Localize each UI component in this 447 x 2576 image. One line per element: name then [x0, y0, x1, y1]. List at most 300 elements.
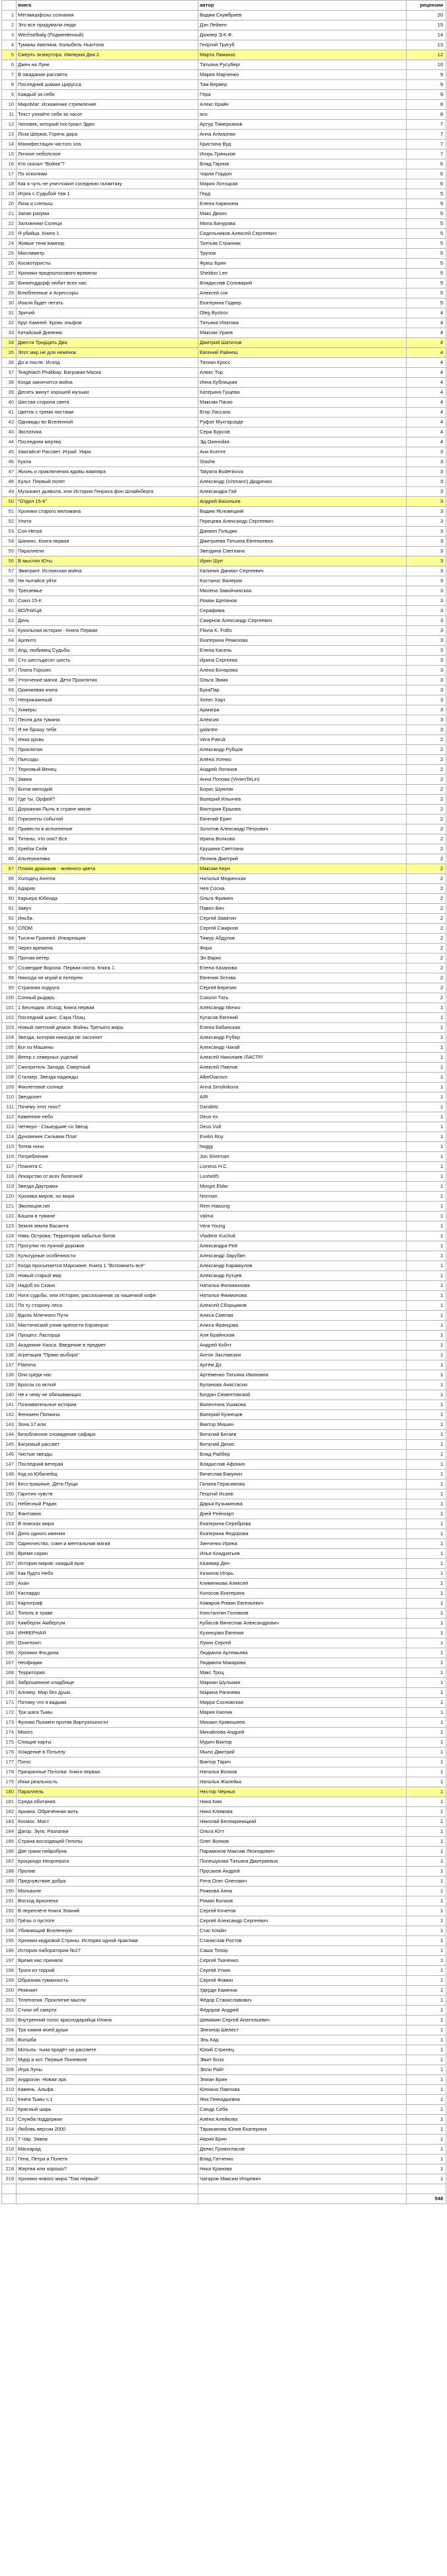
- row-author: Tatyana Budenkova: [198, 467, 407, 477]
- row-index: 27: [2, 269, 17, 279]
- table-row: [2, 1122, 446, 1132]
- table-row: [2, 1043, 446, 1053]
- row-index: 45: [2, 447, 17, 457]
- row-index: 38: [2, 378, 17, 388]
- table-row: [2, 904, 446, 914]
- row-author: Рита Олег Олегович: [198, 1877, 407, 1887]
- row-book-title: Лоза Шерма. Горечь дара: [17, 130, 198, 140]
- table-row: [2, 1926, 446, 1936]
- table-row: [2, 1509, 446, 1519]
- row-book-title: Смерть экзекутора. Империя Дня 2: [17, 50, 198, 60]
- row-book-title: Запах разума: [17, 209, 198, 219]
- row-index: 103: [2, 1023, 17, 1033]
- row-index: 168: [2, 1668, 17, 1678]
- row-index: 15: [2, 150, 17, 159]
- row-book-title: Трехземье: [17, 586, 198, 596]
- row-index: 203: [2, 2016, 17, 2025]
- row-reviews: 1: [407, 2174, 446, 2184]
- row-reviews: 1: [407, 1777, 446, 1787]
- row-reviews: 3: [407, 566, 446, 576]
- row-author: Сергей Смирнов: [198, 924, 407, 934]
- row-index: 207: [2, 2055, 17, 2065]
- row-book-title: Аллиер. Мир без души: [17, 1688, 198, 1698]
- table-row: [2, 2045, 446, 2055]
- row-book-title: Хроники кедровой Страны. История одной практики: [17, 1936, 198, 1946]
- row-author: Удерди Каменок: [198, 1986, 407, 1996]
- row-book-title: Тотем ночи: [17, 1142, 198, 1152]
- row-book-title: Туманы Авелина. Колыбель Ньютона: [17, 40, 198, 50]
- row-index: 165: [2, 1638, 17, 1648]
- row-reviews: 1: [407, 1182, 446, 1192]
- table-row: [2, 1450, 446, 1460]
- row-book-title: Кроцюндо Неоргерога: [17, 1857, 198, 1867]
- table-row: [2, 1678, 446, 1688]
- row-index: 177: [2, 1757, 17, 1767]
- row-book-title: Стихи об смерти: [17, 2006, 198, 2016]
- row-author: Хелег Харт: [198, 695, 407, 705]
- row-author: Ани Ксенте: [198, 447, 407, 457]
- row-index: 87: [2, 864, 17, 874]
- row-reviews: 1: [407, 1202, 446, 1212]
- row-reviews: 1: [407, 1499, 446, 1509]
- row-reviews: 1: [407, 1271, 446, 1281]
- row-book-title: Фантомия: [17, 1509, 198, 1519]
- row-index: 97: [2, 963, 17, 973]
- row-author: Ирина Сергеева: [198, 656, 407, 666]
- row-reviews: 1: [407, 1738, 446, 1748]
- row-reviews: 1: [407, 1311, 446, 1321]
- row-index: 206: [2, 2045, 17, 2055]
- table-row: [2, 378, 446, 388]
- table-row: [2, 1390, 446, 1400]
- row-index: 122: [2, 1212, 17, 1221]
- row-reviews: 3: [407, 606, 446, 616]
- row-index: 157: [2, 1559, 17, 1569]
- row-reviews: 1: [407, 1648, 446, 1658]
- row-reviews: 1: [407, 1976, 446, 1986]
- row-index: 2: [2, 21, 17, 30]
- row-index: 209: [2, 2075, 17, 2085]
- row-book-title: Сон Негра: [17, 527, 198, 537]
- row-reviews: 2: [407, 854, 446, 864]
- table-row: [2, 1996, 446, 2006]
- row-book-title: Однажды во Вселенной: [17, 418, 198, 427]
- row-reviews: 1: [407, 1380, 446, 1390]
- row-author: Ника Климова: [198, 1807, 407, 1817]
- row-book-title: Багровый рассвет: [17, 1440, 198, 1450]
- row-reviews: 2: [407, 815, 446, 824]
- row-book-title: Любовь версии 2000: [17, 2125, 198, 2135]
- row-book-title: Последний шаман Цирусса: [17, 80, 198, 90]
- row-book-title: Downtown: [17, 1638, 198, 1648]
- row-index: 139: [2, 1380, 17, 1390]
- row-book-title: Неофидии: [17, 1658, 198, 1668]
- row-index: 175: [2, 1738, 17, 1748]
- row-author: Oleg Bystrov: [198, 308, 407, 318]
- table-row: [2, 209, 446, 219]
- row-index: 4: [2, 40, 17, 50]
- row-book-title: Фиолетовое солнце: [17, 1083, 198, 1092]
- row-book-title: Вдоль Млечного Пути: [17, 1311, 198, 1321]
- table-row: [2, 80, 446, 90]
- row-index: 12: [2, 120, 17, 130]
- table-row: [2, 1966, 446, 1976]
- row-author: Александра Гай: [198, 487, 407, 497]
- table-row: [2, 507, 446, 517]
- table-row: [2, 755, 446, 765]
- row-book-title: Я не брошу тебя: [17, 725, 198, 735]
- row-index: 102: [2, 1013, 17, 1023]
- row-book-title: Улита: [17, 517, 198, 527]
- row-reviews: 3: [407, 517, 446, 527]
- row-reviews: 1: [407, 1053, 446, 1063]
- table-row: [2, 1757, 446, 1767]
- row-author: Эд Окинойкя: [198, 437, 407, 447]
- row-reviews: 3: [407, 507, 446, 517]
- row-reviews: 1: [407, 1519, 446, 1529]
- row-book-title: Агрегация "Право выбора": [17, 1351, 198, 1360]
- row-author: Евгений Райнеш: [198, 348, 407, 358]
- row-index: 74: [2, 735, 17, 745]
- table-row: [2, 457, 446, 467]
- row-index: 183: [2, 1817, 17, 1827]
- row-book-title: Академия Хаоса. Введение в предмет: [17, 1341, 198, 1351]
- row-author: Ольга Эмма: [198, 676, 407, 686]
- table-row: [2, 1023, 446, 1033]
- row-index: 118: [2, 1172, 17, 1182]
- row-author: Кубасов Вячеслав Александрович: [198, 1619, 407, 1628]
- row-book-title: Бог из Машины: [17, 1043, 198, 1053]
- row-reviews: 8: [407, 100, 446, 110]
- row-book-title: Химеры: [17, 705, 198, 715]
- row-index: 154: [2, 1529, 17, 1539]
- row-author: БукаПар: [198, 686, 407, 695]
- table-row: [2, 705, 446, 715]
- row-book-title: Зона 17 или: [17, 1420, 198, 1430]
- table-row: [2, 666, 446, 676]
- row-book-title: Жизнь и приключения вдовы вампира: [17, 467, 198, 477]
- table-row: [2, 1896, 446, 1906]
- row-author: Сандр Себа: [198, 2105, 407, 2115]
- row-reviews: 1: [407, 1599, 446, 1609]
- row-reviews: 4: [407, 368, 446, 378]
- row-reviews: 1: [407, 1410, 446, 1420]
- row-book-title: Дорожная Пыль в стране магов: [17, 805, 198, 815]
- row-reviews: 1: [407, 1748, 446, 1757]
- row-author: Золотов Александр Петрович: [198, 824, 407, 834]
- row-author: Леонов Дмитрий: [198, 854, 407, 864]
- row-index: 185: [2, 1837, 17, 1847]
- row-author: anc: [198, 110, 407, 120]
- row-index: 5: [2, 50, 17, 60]
- table-row: [2, 1619, 446, 1628]
- row-reviews: 2: [407, 894, 446, 904]
- table-row: [2, 566, 446, 576]
- row-reviews: 5: [407, 279, 446, 289]
- row-book-title: Горизонты событий: [17, 815, 198, 824]
- table-row: [2, 805, 446, 815]
- row-author: Сергей Уткин: [198, 1966, 407, 1976]
- table-row: [2, 150, 446, 159]
- row-index: 119: [2, 1182, 17, 1192]
- row-reviews: 2: [407, 834, 446, 844]
- row-reviews: 1: [407, 1728, 446, 1738]
- row-author: Фира: [198, 944, 407, 954]
- row-author: Виктория Ершова: [198, 805, 407, 815]
- table-row: [2, 1916, 446, 1926]
- row-index: 173: [2, 1718, 17, 1728]
- row-book-title: Прогулки по лунной дорожке: [17, 1241, 198, 1251]
- row-book-title: Смотритель Западa. Смертный: [17, 1063, 198, 1073]
- row-author: Дэн Лейнен: [198, 21, 407, 30]
- row-author: Парамонов Максим Леонидович: [198, 1847, 407, 1857]
- row-book-title: Пролив: [17, 1867, 198, 1877]
- row-index: 37: [2, 368, 17, 378]
- row-reviews: 7: [407, 120, 446, 130]
- row-reviews: 7: [407, 150, 446, 159]
- row-book-title: Мотыль: тьма придёт на рассвете: [17, 2045, 198, 2055]
- row-book-title: Иная кровь: [17, 735, 198, 745]
- row-book-title: Человек, который построил Эден: [17, 120, 198, 130]
- table-row: [2, 785, 446, 795]
- table-row: [2, 1033, 446, 1043]
- table-row: [2, 159, 446, 169]
- row-author: AIR: [198, 1092, 407, 1102]
- row-reviews: 1: [407, 2035, 446, 2045]
- row-book-title: Новый светский демон. Войны Третьего мира: [17, 1023, 198, 1033]
- row-reviews: 4: [407, 398, 446, 408]
- table-row: [2, 1420, 446, 1430]
- row-index: 33: [2, 328, 17, 338]
- row-index: 142: [2, 1410, 17, 1420]
- row-book-title: "Отдел 15-К": [17, 497, 198, 507]
- row-index: 134: [2, 1331, 17, 1341]
- table-row: [2, 2055, 446, 2065]
- row-index: 104: [2, 1033, 17, 1043]
- row-reviews: 3: [407, 586, 446, 596]
- row-index: 156: [2, 1549, 17, 1559]
- row-index: 76: [2, 755, 17, 765]
- row-reviews: 3: [407, 537, 446, 547]
- table-row: [2, 914, 446, 924]
- row-book-title: Дуновение Сильвии Плат: [17, 1132, 198, 1142]
- row-reviews: 1: [407, 1678, 446, 1688]
- row-author: Сергей Заватин: [198, 914, 407, 924]
- row-reviews: 1: [407, 2006, 446, 2016]
- table-row: [2, 1847, 446, 1857]
- table-row: [2, 2006, 446, 2016]
- table-row: [2, 834, 446, 844]
- row-reviews: 4: [407, 308, 446, 318]
- row-reviews: 9: [407, 80, 446, 90]
- row-index: 160: [2, 1589, 17, 1599]
- row-index: 51: [2, 507, 17, 517]
- row-reviews: 4: [407, 427, 446, 437]
- row-book-title: Внутренний голос краснодарийца Илина: [17, 2016, 198, 2025]
- row-book-title: Мольвиле: [17, 1887, 198, 1896]
- row-book-title: День: [17, 616, 198, 626]
- header-reviews: рецензии: [407, 1, 446, 11]
- row-author: Максим Ураев: [198, 328, 407, 338]
- table-row: [2, 874, 446, 884]
- table-row: [2, 626, 446, 636]
- row-index: 194: [2, 1926, 17, 1936]
- row-author: Анна Попова (VivienTeLin): [198, 775, 407, 785]
- row-book-title: Лиза и слепыш: [17, 199, 198, 209]
- row-reviews: 1: [407, 1867, 446, 1877]
- row-book-title: Процесс Ласгорца: [17, 1331, 198, 1341]
- row-reviews: 1: [407, 1827, 446, 1837]
- row-index: 108: [2, 1073, 17, 1083]
- row-reviews: 7: [407, 140, 446, 150]
- table-row: [2, 686, 446, 695]
- row-index: 35: [2, 348, 17, 358]
- row-book-title: Неприкаянный: [17, 695, 198, 705]
- table-row: [2, 1519, 446, 1529]
- row-author: Сергей Кочетов: [198, 1906, 407, 1916]
- table-row: [2, 954, 446, 963]
- row-author: Комаров Роман Евгеньевич: [198, 1599, 407, 1609]
- row-book-title: Время нас приняли: [17, 1956, 198, 1966]
- row-author: Артём Дэ: [198, 1360, 407, 1370]
- row-author: Олег Волков: [198, 1837, 407, 1847]
- row-index: 172: [2, 1708, 17, 1718]
- table-body: [2, 11, 446, 2184]
- row-author: Чатаров Максим Игоревич: [198, 2174, 407, 2184]
- row-index: 8: [2, 80, 17, 90]
- table-row: [2, 2135, 446, 2145]
- row-reviews: 1: [407, 1003, 446, 1013]
- table-row: [2, 1599, 446, 1609]
- row-reviews: 1: [407, 1658, 446, 1668]
- row-reviews: 1: [407, 1132, 446, 1142]
- row-author: Казимир Ден: [198, 1559, 407, 1569]
- row-author: Евгения Зотова: [198, 973, 407, 983]
- row-reviews: 14: [407, 30, 446, 40]
- row-reviews: 1: [407, 1440, 446, 1450]
- row-author: Ирина Волкова: [198, 834, 407, 844]
- row-author: Deus ex: [198, 1112, 407, 1122]
- row-book-title: ИНФЕРНАЯ: [17, 1628, 198, 1638]
- table-row: [2, 725, 446, 735]
- row-reviews: 1: [407, 1837, 446, 1847]
- row-index: 62: [2, 616, 17, 626]
- row-index: 43: [2, 427, 17, 437]
- row-author: Наталья Фиимонова: [198, 1291, 407, 1301]
- table-row: [2, 1132, 446, 1142]
- row-reviews: 3: [407, 547, 446, 556]
- row-index: 195: [2, 1936, 17, 1946]
- row-author: Рожкова Анна: [198, 1887, 407, 1896]
- row-index: 201: [2, 1996, 17, 2006]
- row-book-title: Феномен Попкина: [17, 1410, 198, 1420]
- row-book-title: По ту сторону леса: [17, 1301, 198, 1311]
- row-book-title: Надоб по Скани: [17, 1281, 198, 1291]
- table-row: [2, 1489, 446, 1499]
- row-book-title: Титаны, что они? Все: [17, 834, 198, 844]
- row-reviews: 5: [407, 209, 446, 219]
- row-book-title: Проклятая: [17, 745, 198, 755]
- table-row: [2, 715, 446, 725]
- row-reviews: 5: [407, 259, 446, 269]
- row-reviews: 1: [407, 1331, 446, 1341]
- row-index: 184: [2, 1827, 17, 1837]
- row-index: 28: [2, 279, 17, 289]
- row-reviews: 1: [407, 1152, 446, 1162]
- table-header-row: [2, 1, 446, 11]
- row-book-title: Не к чему не обязывающих: [17, 1390, 198, 1400]
- row-author: Гёра: [198, 90, 407, 100]
- row-reviews: 3: [407, 527, 446, 537]
- row-reviews: 4: [407, 318, 446, 328]
- row-book-title: В переплёте Книги Знаний: [17, 1906, 198, 1916]
- row-reviews: 2: [407, 805, 446, 815]
- row-reviews: 1: [407, 1221, 446, 1231]
- row-author: Сергей Александр Сергеевич: [198, 1916, 407, 1926]
- row-author: Ольга Фримен: [198, 894, 407, 904]
- row-author: Элеонор Шелест: [198, 2025, 407, 2035]
- row-reviews: 5: [407, 269, 446, 279]
- row-reviews: 5: [407, 229, 446, 239]
- table-row: [2, 1460, 446, 1470]
- table-row: [2, 1351, 446, 1360]
- row-index: 44: [2, 437, 17, 447]
- table-row: [2, 1182, 446, 1192]
- row-book-title: Через времена: [17, 944, 198, 954]
- table-row: [2, 854, 446, 864]
- table-row: [2, 358, 446, 368]
- table-row: [2, 249, 446, 259]
- row-index: 61: [2, 606, 17, 616]
- row-index: 77: [2, 765, 17, 775]
- row-author: Сергей Фомин: [198, 1976, 407, 1986]
- row-index: 71: [2, 705, 17, 715]
- row-author: Фреш Брин: [198, 259, 407, 269]
- row-index: 75: [2, 745, 17, 755]
- row-book-title: Волшба: [17, 2035, 198, 2045]
- row-index: 169: [2, 1678, 17, 1688]
- row-book-title: Как будто Небо: [17, 1569, 198, 1579]
- row-book-title: Сталкер. Звезда надежды: [17, 1073, 198, 1083]
- table-row: [2, 795, 446, 805]
- row-reviews: 1: [407, 1241, 446, 1251]
- row-reviews: 2: [407, 993, 446, 1003]
- row-book-title: Восход Архонена: [17, 1896, 198, 1906]
- row-book-title: Личное неболсное: [17, 150, 198, 159]
- row-reviews: 1: [407, 1887, 446, 1896]
- table-row: [2, 556, 446, 566]
- row-index: 18: [2, 179, 17, 189]
- table-row: [2, 418, 446, 427]
- row-reviews: 1: [407, 1073, 446, 1083]
- row-author: Аврия Брин: [198, 2135, 407, 2145]
- row-reviews: 1: [407, 1956, 446, 1966]
- row-index: 114: [2, 1132, 17, 1142]
- row-book-title: Ахан: [17, 1579, 198, 1589]
- table-row: [2, 616, 446, 626]
- row-index: 106: [2, 1053, 17, 1063]
- row-author: Игорь Гриньков: [198, 150, 407, 159]
- row-reviews: 1: [407, 1063, 446, 1073]
- table-row: [2, 2025, 446, 2035]
- row-index: 210: [2, 2085, 17, 2095]
- row-book-title: Игра Луны: [17, 2065, 198, 2075]
- row-author: Сергей Березин: [198, 983, 407, 993]
- row-book-title: Бинкенддорф любит всех нас: [17, 279, 198, 289]
- row-reviews: 4: [407, 378, 446, 388]
- row-reviews: 1: [407, 1787, 446, 1797]
- row-book-title: Новый старый мир: [17, 1271, 198, 1281]
